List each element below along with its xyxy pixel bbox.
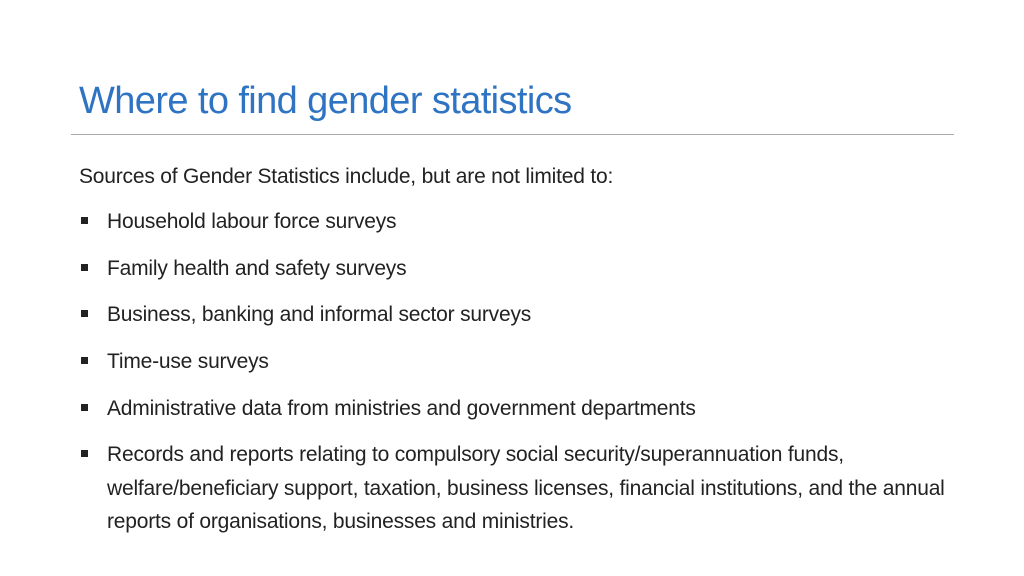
list-item-text: Household labour force surveys [107,210,397,233]
intro-text: Sources of Gender Statistics include, but are not limited to: [79,165,614,188]
list-item-text: Family health and safety surveys [107,257,407,280]
square-bullet-icon [81,404,88,411]
square-bullet-icon [81,450,88,457]
square-bullet-icon [81,264,88,271]
list-item [79,392,959,426]
square-bullet-icon [81,217,88,224]
square-bullet-icon [81,310,88,317]
list-item [79,205,959,239]
square-bullet-icon [81,357,88,364]
list-item-text: Time-use surveys [107,350,269,373]
list-item [79,252,959,286]
list-item [79,345,959,379]
list-item-text: Records and reports relating to compulsory social security/superannuation funds, welfare/beneficiary support, taxation, business licenses, financial institutions, and the annual reports of organisations, businesses and ministries. [107,443,945,533]
slide-title: Where to find gender statistics [79,80,572,122]
list-item-text: Business, banking and informal sector surveys [107,303,532,326]
title-divider [71,134,954,135]
list-item [79,298,959,332]
list-item-text: Administrative data from ministries and government departments [107,397,696,420]
list-item [79,438,959,539]
